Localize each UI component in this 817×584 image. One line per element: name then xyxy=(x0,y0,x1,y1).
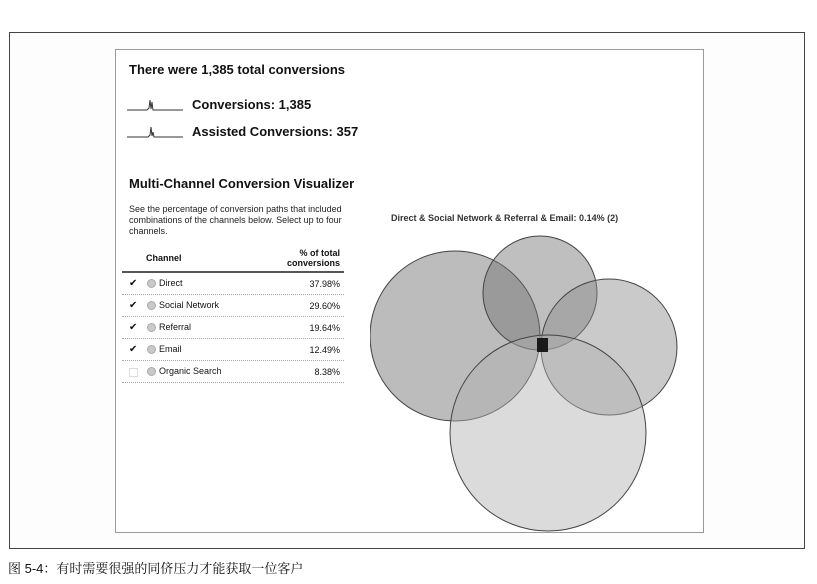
visualizer-instructions: See the percentage of conversion paths that included combinations of the channels below. Select up to four channels. xyxy=(129,204,342,236)
conversions-sparkline xyxy=(127,97,183,111)
channel-row-social-network[interactable] xyxy=(122,295,344,317)
channel-name: Email xyxy=(159,344,182,354)
channel-name: Organic Search xyxy=(159,366,222,376)
check-icon[interactable]: ✔ xyxy=(129,344,138,355)
channel-name: Direct xyxy=(159,278,183,288)
channel-row-referral[interactable] xyxy=(122,317,344,339)
column-header-pct: % of total conversions xyxy=(286,248,340,268)
channel-row-organic-search[interactable] xyxy=(122,361,344,383)
channel-name: Social Network xyxy=(159,300,220,310)
venn-overlap-all-four xyxy=(537,338,548,352)
checkbox-unchecked-icon[interactable] xyxy=(129,368,138,377)
channel-row-email[interactable] xyxy=(122,339,344,361)
column-header-channel: Channel xyxy=(146,253,182,263)
channel-name: Referral xyxy=(159,322,192,332)
channel-dot-icon xyxy=(147,367,156,376)
venn-caption: Direct & Social Network & Referral & Email: 0.14% (2) xyxy=(391,213,619,223)
channel-pct: 12.49% xyxy=(309,345,340,355)
channel-dot-icon xyxy=(147,301,156,310)
channel-dot-icon xyxy=(147,279,156,288)
venn-diagram xyxy=(370,235,690,535)
channel-pct: 29.60% xyxy=(309,301,340,311)
channel-pct: 8.38% xyxy=(314,367,340,377)
channel-dot-icon xyxy=(147,323,156,332)
channel-pct: 37.98% xyxy=(309,279,340,289)
assisted-sparkline xyxy=(127,124,183,138)
venn-circle-email xyxy=(450,335,646,531)
table-header xyxy=(122,245,344,273)
check-icon[interactable]: ✔ xyxy=(129,322,138,333)
channel-dot-icon xyxy=(147,345,156,354)
channel-row-direct[interactable] xyxy=(122,273,344,295)
conversions-metric: Conversions: 1,385 xyxy=(192,97,312,112)
figure-caption: 图 5-4：有时需要很强的同侪压力才能获取一位客户 xyxy=(8,561,304,576)
check-icon[interactable]: ✔ xyxy=(129,300,138,311)
channel-table xyxy=(122,245,344,383)
assisted-conversions-metric: Assisted Conversions: 357 xyxy=(192,124,359,139)
visualizer-title: Multi-Channel Conversion Visualizer xyxy=(129,176,355,191)
summary-title: There were 1,385 total conversions xyxy=(129,62,346,77)
channel-pct: 19.64% xyxy=(309,323,340,333)
check-icon[interactable]: ✔ xyxy=(129,278,138,289)
